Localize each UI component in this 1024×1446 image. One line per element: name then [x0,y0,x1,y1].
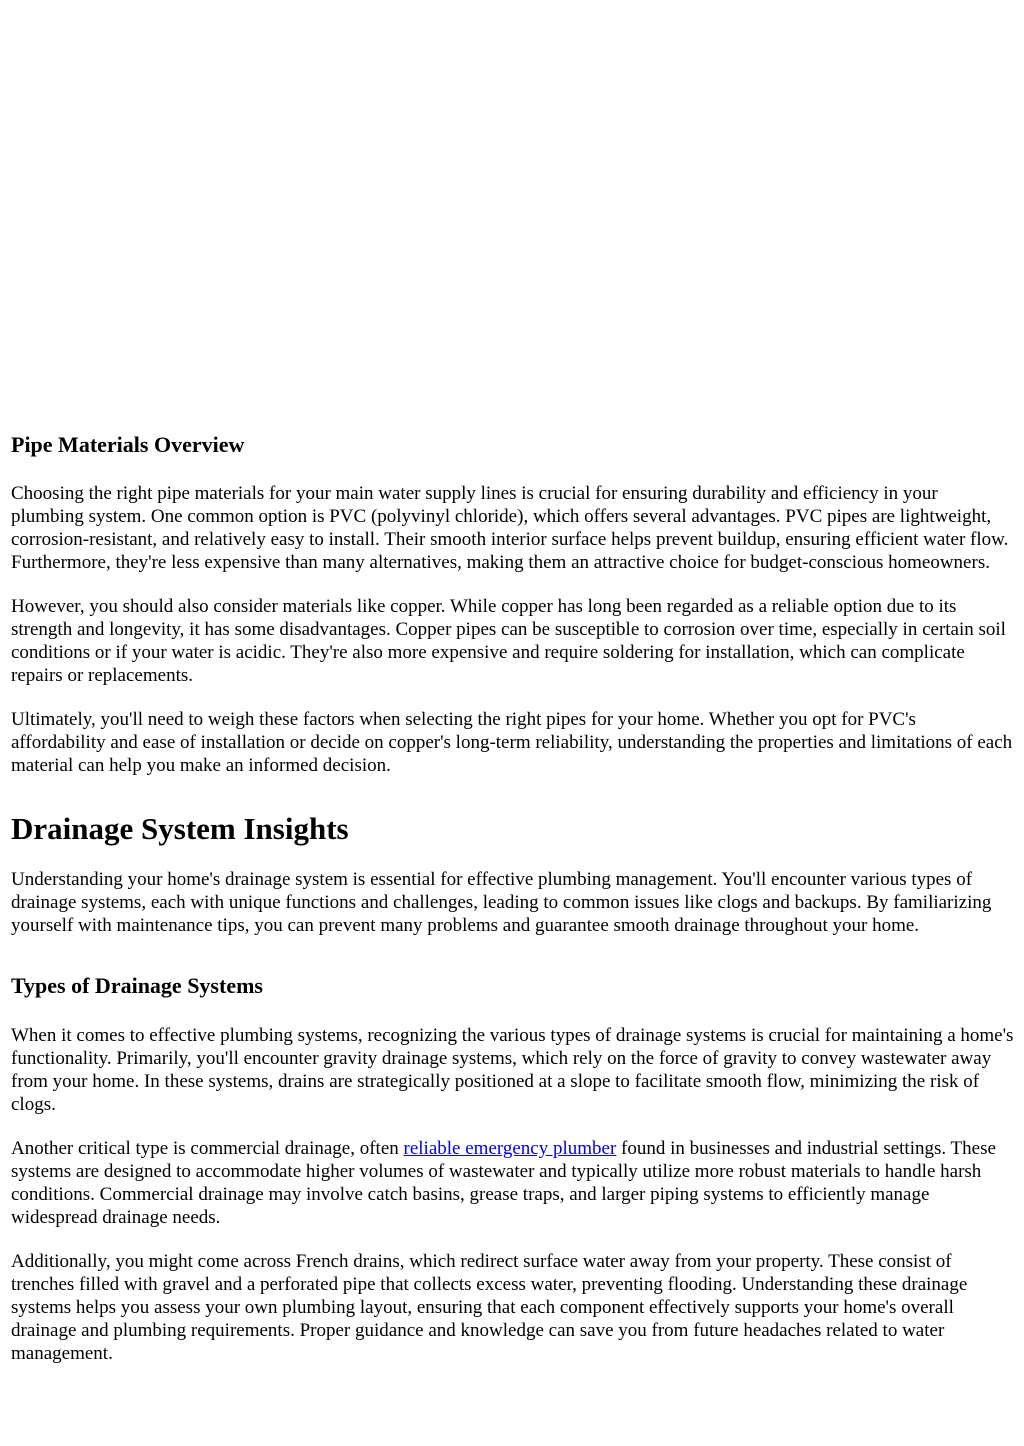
paragraph-drainage-types-3: Additionally, you might come across French drains, which redirect surface water away from your property. These consist of trenches filled with gravel and a perforated pipe that collects excess water, preventing flooding. Understanding these drainage systems helps you assess your own plumbing layout, ensuring that each component effectively supports your home's overall drainage and plumbing requirements. Proper guidance and knowledge can save you from future headaches related to water management. [11,1251,968,1364]
paragraph-text-after-link: found in businesses and industrial settings. These systems are designed to accommodate higher volumes of wastewater and typically utilize more robust materials to handle harsh conditions. Commercial drainage may involve catch basins, grease traps, and larger piping systems to efficiently manage widespread drainage needs. [11,1138,996,1228]
blank-top-area [11,0,1014,430]
paragraph-drainage-insights-1: Understanding your home's drainage system is essential for effective plumbing management. You'll encounter various types of drainage systems, each with unique functions and challenges, leading to common issues like clogs and backups. By familiarizing yourself with maintenance tips, you can prevent many problems and guarantee smooth drainage throughout your home. [11,869,992,936]
heading-pipe-materials-overview: Pipe Materials Overview [11,432,245,457]
paragraph-pipe-materials-1: Choosing the right pipe materials for your main water supply lines is crucial for ensuring durability and efficiency in your plumbing system. One common option is PVC (polyvinyl chloride), which offers several advantages. PVC pipes are lightweight, corrosion-resistant, and relatively easy to install. Their smooth interior surface helps prevent buildup, ensuring efficient water flow. Furthermore, they're less expensive than many alternatives, making them an attractive choice for budget-conscious homeowners. [11,483,1009,573]
heading-types-of-drainage-systems: Types of Drainage Systems [11,973,263,998]
paragraph-drainage-types-2 [11,1137,1014,1229]
paragraph-text-before-link: Another critical type is commercial drainage, often [11,1138,404,1159]
reliable-emergency-plumber-link[interactable]: reliable emergency plumber [403,1138,617,1159]
heading-drainage-system-insights: Drainage System Insights [11,811,349,846]
paragraph-pipe-materials-2: However, you should also consider materials like copper. While copper has long been regarded as a reliable option due to its strength and longevity, it has some disadvantages. Copper pipes can be susceptible to corrosion over time, especially in certain soil conditions or if your water is acidic. They're also more expensive and require soldering for installation, which can complicate repairs or replacements. [11,596,1006,686]
paragraph-drainage-types-1: When it comes to effective plumbing systems, recognizing the various types of drainage systems is crucial for maintaining a home's functionality. Primarily, you'll encounter gravity drainage systems, which rely on the force of gravity to convey wastewater away from your home. In these systems, drains are strategically positioned at a slope to facilitate smooth flow, minimizing the risk of clogs. [11,1025,1014,1115]
paragraph-pipe-materials-3: Ultimately, you'll need to weigh these factors when selecting the right pipes for your home. Whether you opt for PVC's affordability and ease of installation or decide on copper's long-term reliability, understanding the properties and limitations of each material can help you make an informed decision. [11,709,1013,776]
